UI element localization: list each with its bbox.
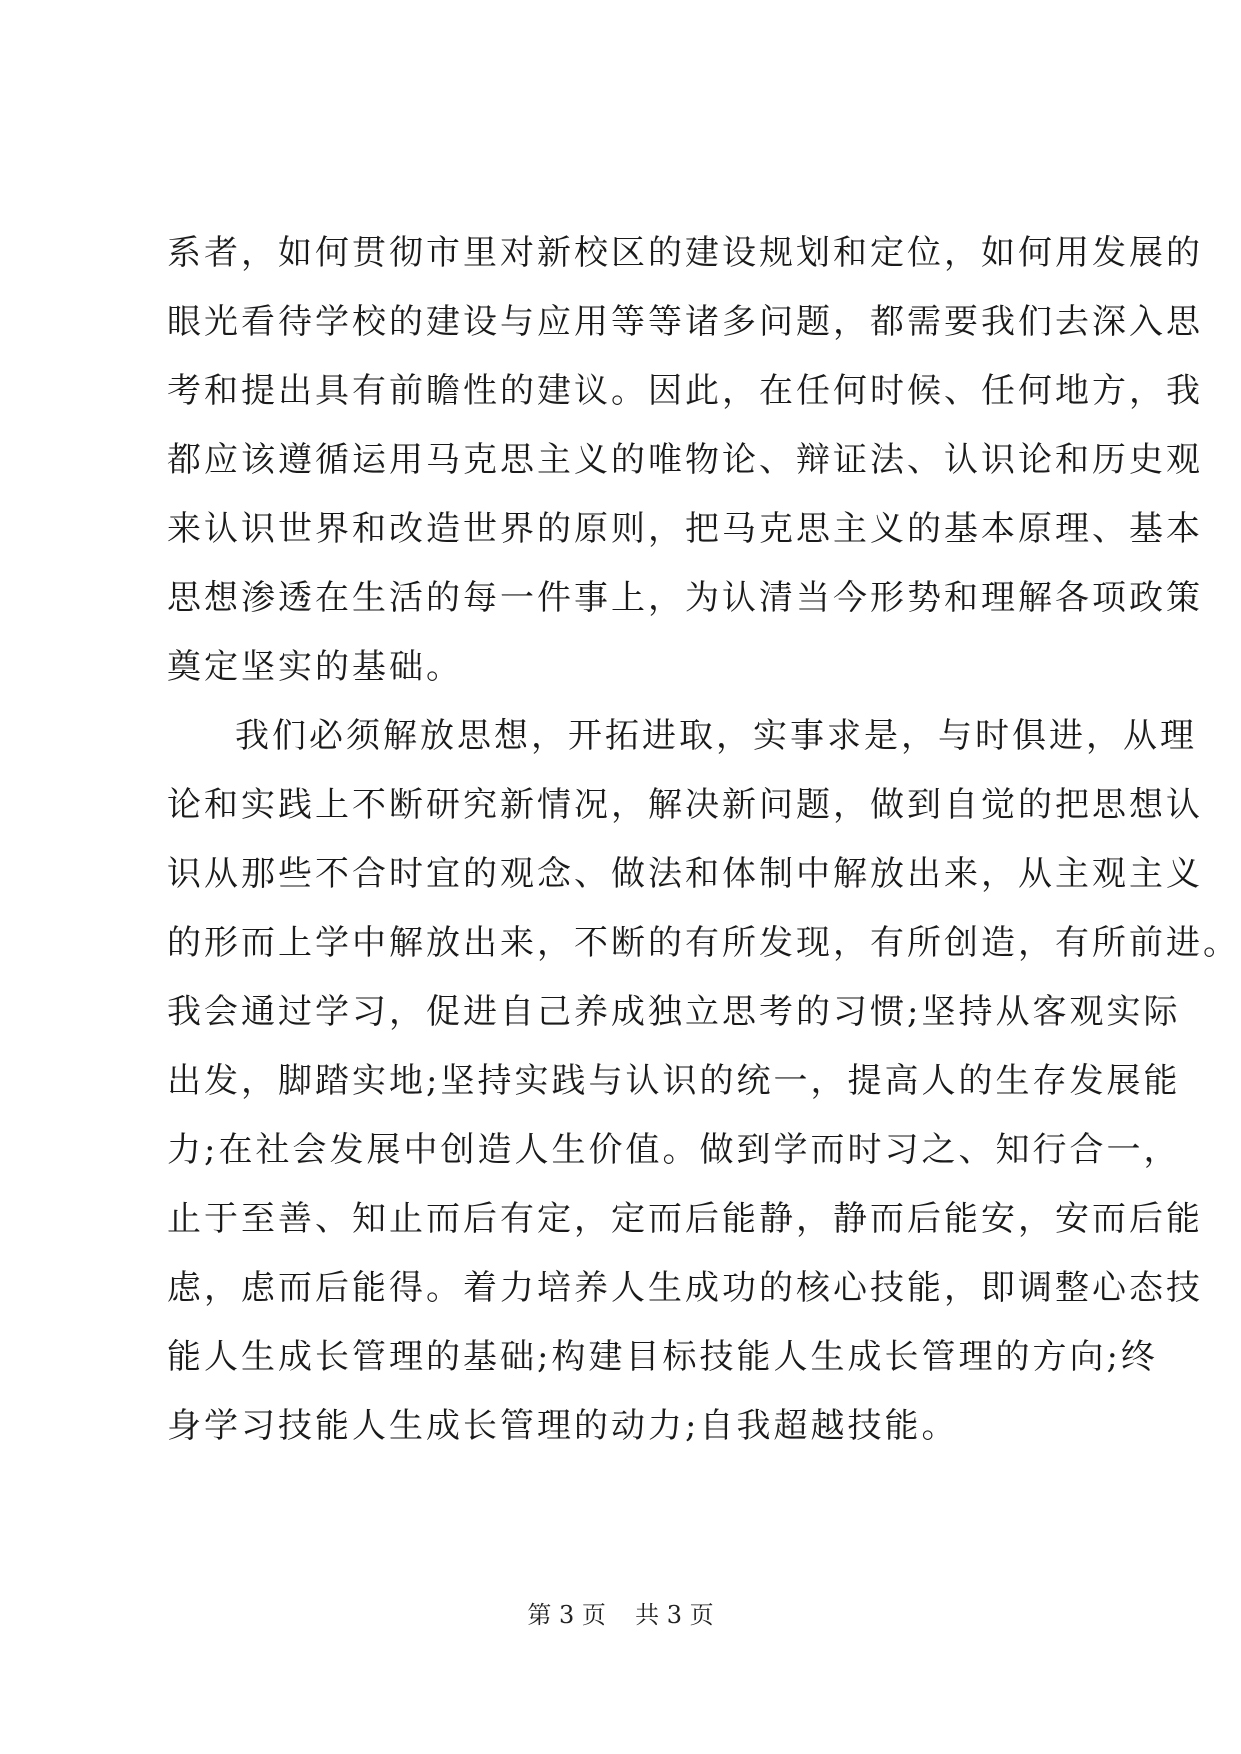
text-line: 力;在社会发展中创造人生价值。做到学而时习之、知行合一， bbox=[167, 1130, 1181, 1170]
text-line: 论和实践上不断研究新情况，解决新问题，做到自觉的把思想认 bbox=[167, 785, 1203, 825]
text-line: 来认识世界和改造世界的原则，把马克思主义的基本原理、基本 bbox=[167, 509, 1203, 549]
text-line: 系者，如何贯彻市里对新校区的建设规划和定位，如何用发展的 bbox=[167, 233, 1203, 273]
text-line: 都应该遵循运用马克思主义的唯物论、辩证法、认识论和历史观 bbox=[167, 440, 1203, 480]
page-total: 共 3 页 bbox=[635, 1601, 714, 1629]
text-line: 奠定坚实的基础。 bbox=[167, 647, 463, 687]
document-body bbox=[167, 225, 1240, 1467]
paragraph-2 bbox=[167, 708, 1240, 1467]
text-line: 止于至善、知止而后有定，定而后能静，静而后能安，安而后能 bbox=[167, 1199, 1203, 1239]
text-line: 眼光看待学校的建设与应用等等诸多问题，都需要我们去深入思 bbox=[167, 302, 1203, 342]
page-footer bbox=[0, 1600, 1241, 1630]
text-line: 我会通过学习，促进自己养成独立思考的习惯;坚持从客观实际 bbox=[167, 992, 1181, 1032]
text-line: 识从那些不合时宜的观念、做法和体制中解放出来，从主观主义 bbox=[167, 854, 1203, 894]
text-line: 我们必须解放思想，开拓进取，实事求是，与时俱进，从理 bbox=[235, 716, 1197, 756]
text-line: 出发，脚踏实地;坚持实践与认识的统一，提高人的生存发展能 bbox=[167, 1061, 1181, 1101]
paragraph-1 bbox=[167, 225, 1203, 708]
text-line: 的形而上学中解放出来，不断的有所发现，有所创造，有所前进。 bbox=[167, 923, 1240, 963]
text-line: 身学习技能人生成长管理的动力;自我超越技能。 bbox=[167, 1406, 959, 1446]
text-line: 虑，虑而后能得。着力培养人生成功的核心技能，即调整心态技 bbox=[167, 1268, 1203, 1308]
text-line: 考和提出具有前瞻性的建议。因此，在任何时候、任何地方，我 bbox=[167, 371, 1203, 411]
text-line: 思想渗透在生活的每一件事上，为认清当今形势和理解各项政策 bbox=[167, 578, 1203, 618]
page-number: 第 3 页 bbox=[527, 1601, 606, 1629]
text-line: 能人生成长管理的基础;构建目标技能人生成长管理的方向;终 bbox=[167, 1337, 1158, 1377]
